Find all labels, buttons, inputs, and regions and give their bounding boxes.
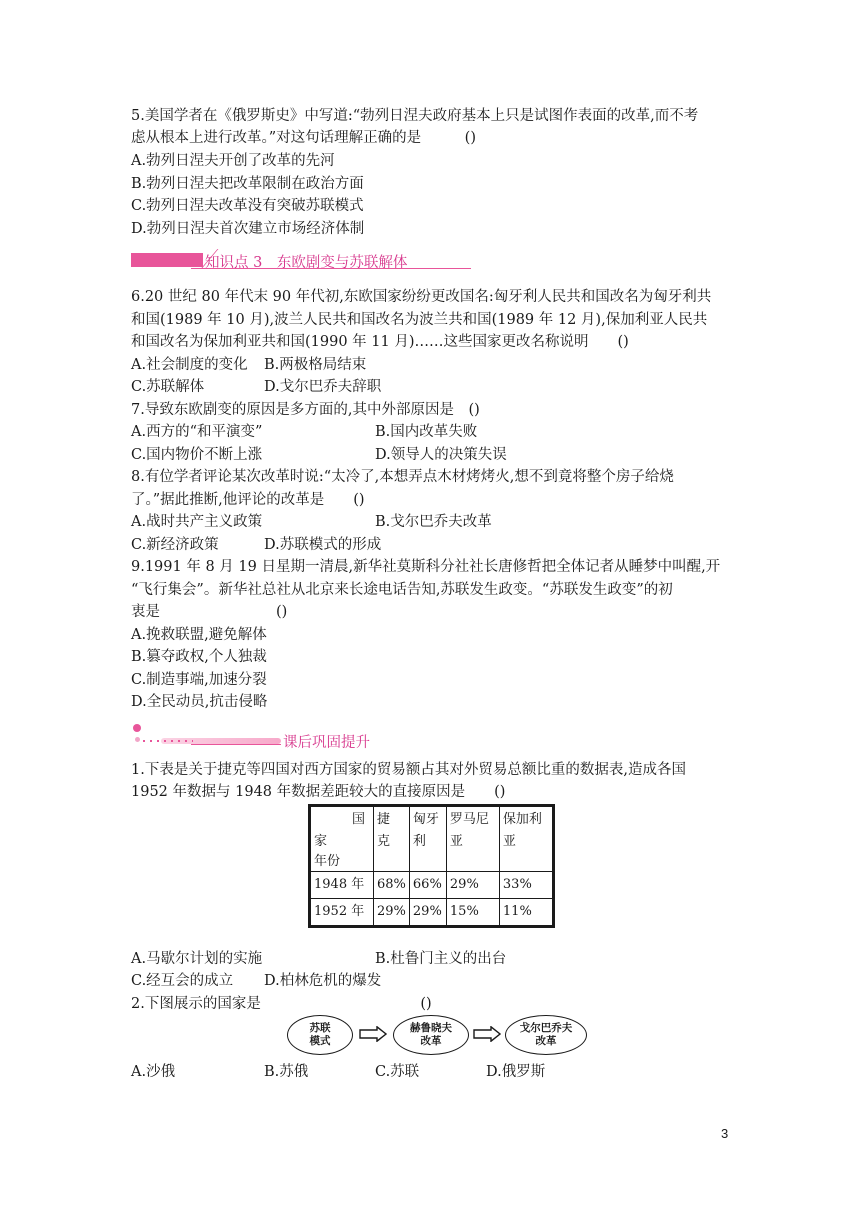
q7-option-c: C.国内物价不断上涨 [131, 447, 263, 463]
q5-option-c: C.勃列日涅夫改革没有突破苏联模式 [131, 198, 364, 214]
trade-data-table [308, 804, 555, 928]
q5-stem-line2: 虑从根本上进行改革。”对这句话理解正确的是 () [131, 130, 476, 146]
p2-option-b: B.苏俄 [264, 1064, 309, 1080]
table-header-row [310, 806, 554, 872]
table-row [310, 899, 554, 927]
reform-flow-diagram [287, 1015, 587, 1057]
table-row [310, 872, 554, 899]
page-number: 3 [721, 1126, 729, 1141]
q9-option-c: C.制造事端,加速分裂 [131, 672, 267, 688]
q8-stem-line1: 8.有位学者评论某次改革时说:“太冷了,本想弄点木材烤烤火,想不到竟将整个房子给烧 [131, 469, 674, 485]
p1-stem-line1: 1.下表是关于捷克等四国对西方国家的贸易额占其对外贸易总额比重的数据表,造成各国 [131, 762, 686, 778]
q5-option-d: D.勃列日涅夫首次建立市场经济体制 [131, 221, 365, 237]
header-romania: 罗马尼 亚 [446, 806, 499, 872]
row-year: 1948 年 [310, 872, 374, 899]
q6-option-c: C.苏联解体 [131, 379, 205, 395]
q8-option-d: D.苏联模式的形成 [264, 537, 382, 553]
q5-stem-line1: 5.美国学者在《俄罗斯史》中写道:“勃列日涅夫政府基本上只是试图作表面的改革,而不考 [131, 108, 699, 124]
q9-option-d: D.全民动员,抗击侵略 [131, 694, 268, 710]
row-year: 1952 年 [310, 899, 374, 927]
q8-option-a: A.战时共产主义政策 [131, 514, 263, 530]
header-hungary: 匈牙 利 [409, 806, 446, 872]
table-cell: 68% [374, 872, 410, 899]
p2-option-c: C.苏联 [375, 1064, 420, 1080]
table-cell: 29% [446, 872, 499, 899]
header-bulgaria: 保加利 亚 [499, 806, 553, 872]
p1-stem-line2: 1952 年数据与 1948 年数据差距较大的直接原因是 () [131, 784, 506, 800]
p2-stem: 2.下图展示的国家是 () [131, 996, 432, 1012]
q5-option-a: A.勃列日涅夫开创了改革的先河 [131, 153, 335, 169]
q9-stem-line3: 衷是 () [131, 604, 288, 620]
header-czech: 捷 克 [374, 806, 410, 872]
after-class-title: 课后巩固提升 [283, 735, 370, 751]
q8-option-c: C.新经济政策 [131, 537, 219, 553]
p2-option-a: A.沙俄 [131, 1064, 176, 1080]
q9-stem-line2: “飞行集会”。新华社总社从北京来长途电话告知,苏联发生政变。“苏联发生政变”的初 [131, 582, 673, 598]
table-cell: 33% [499, 872, 553, 899]
q7-option-a: A.西方的“和平演变” [131, 424, 263, 440]
diagram-node-gorbachev-reform: 戈尔巴乔夫 改革 [505, 1015, 587, 1055]
p1-option-c: C.经互会的成立 [131, 973, 234, 989]
corner-label-mid: 家 [314, 834, 328, 849]
q6-stem-line2: 和国(1989 年 10 月),波兰人民共和国改名为波兰共和国(1989 年 12 月),保加利亚人民共 [131, 312, 708, 328]
q9-option-a: A.挽救联盟,避免解体 [131, 627, 267, 643]
q9-option-b: B.篡夺政权,个人独裁 [131, 649, 267, 665]
diagram-node-khrushchev-reform: 赫鲁晓夫 改革 [393, 1015, 469, 1055]
q6-stem-line1: 6.20 世纪 80 年代末 90 年代初,东欧国家纷纷更改国名:匈牙利人民共和国改名为匈牙利共 [131, 289, 712, 305]
q9-stem-line1: 9.1991 年 8 月 19 日星期一清晨,新华社莫斯科分社社长唐修哲把全体记者从睡梦中叫醒,开 [131, 559, 721, 575]
q5-option-b: B.勃列日涅夫把改革限制在政治方面 [131, 176, 364, 192]
table-cell: 29% [374, 899, 410, 927]
double-arrow-icon [473, 1026, 501, 1042]
q7-stem: 7.导致东欧剧变的原因是多方面的,其中外部原因是 () [131, 402, 480, 418]
p1-option-a: A.马歇尔计划的实施 [131, 951, 263, 967]
table-corner-cell [310, 806, 374, 872]
table-cell: 11% [499, 899, 553, 927]
p1-option-d: D.柏林危机的爆发 [264, 973, 382, 989]
q7-option-d: D.领导人的决策失误 [375, 447, 507, 463]
double-arrow-icon [359, 1026, 387, 1042]
corner-label-bottom: 年份 [314, 854, 341, 869]
q6-stem-line3: 和国改名为保加利亚共和国(1990 年 11 月)……这些国家更改名称说明 () [131, 334, 629, 350]
q6-option-d: D.戈尔巴乔夫辞职 [264, 379, 382, 395]
table-cell: 15% [446, 899, 499, 927]
table-cell: 66% [409, 872, 446, 899]
q6-option-a: A.社会制度的变化 [131, 357, 248, 373]
q6-option-b: B.两极格局结束 [264, 357, 367, 373]
section-3-title: 知识点 3 东欧剧变与苏联解体 [205, 255, 408, 271]
corner-label-top: 国 [351, 812, 365, 827]
q8-stem-line2: 了。”据此推断,他评论的改革是 () [131, 492, 365, 508]
table-cell: 29% [409, 899, 446, 927]
p1-option-b: B.杜鲁门主义的出台 [375, 951, 507, 967]
q8-option-b: B.戈尔巴乔夫改革 [375, 514, 492, 530]
q7-option-b: B.国内改革失败 [375, 424, 478, 440]
diagram-node-soviet-model: 苏联 模式 [287, 1015, 353, 1055]
p2-option-d: D.俄罗斯 [486, 1064, 546, 1080]
